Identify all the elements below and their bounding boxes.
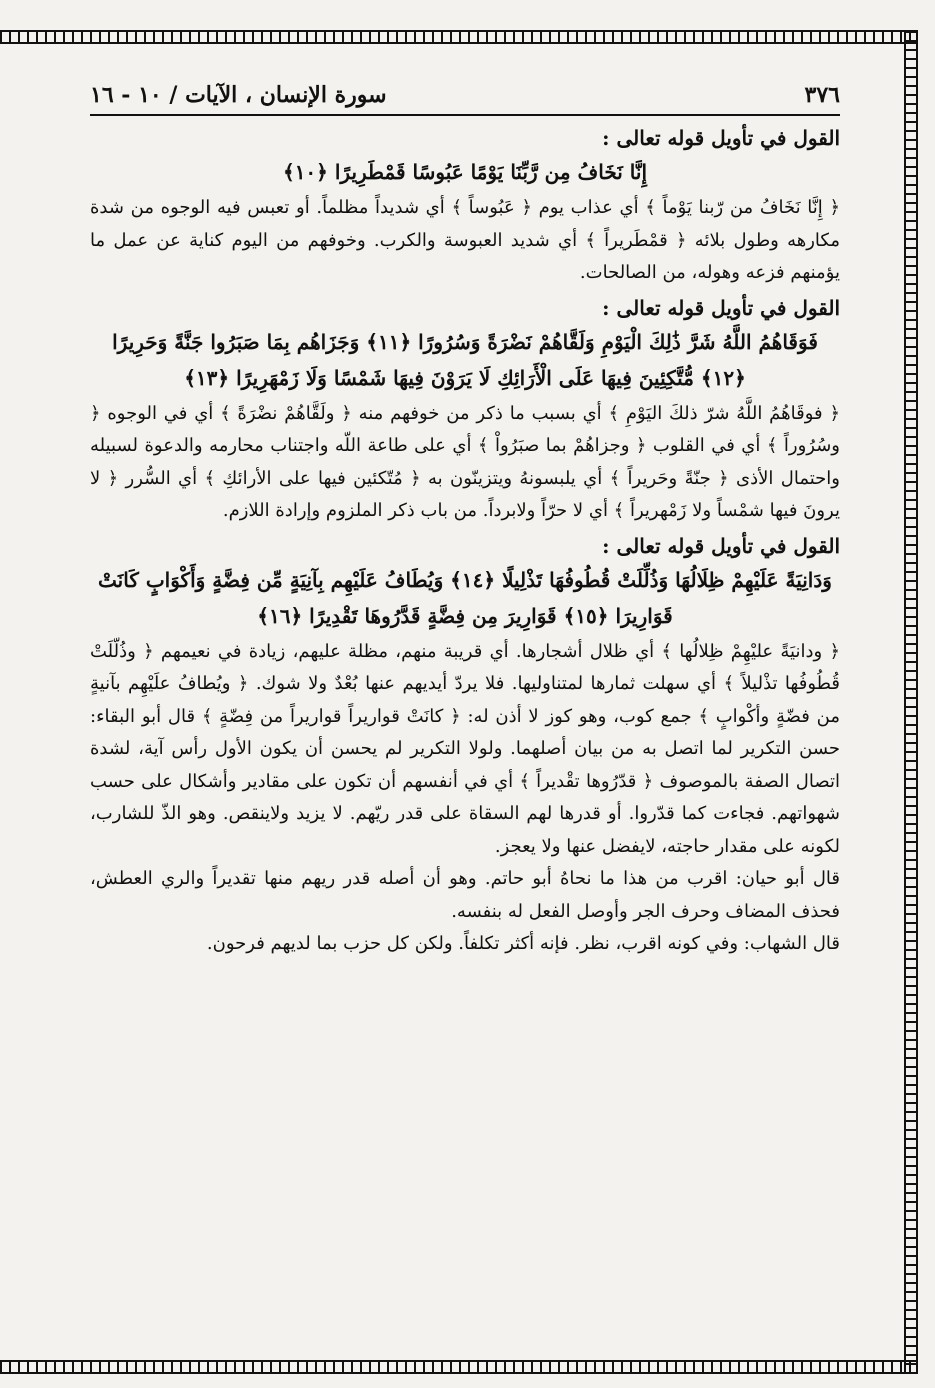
commentary-paragraph: قال أبو حيان: اقرب من هذا ما نحاهُ أبو حاتم. وهو أن أصله قدر ريهم منها تقديراً والري العطش، فحذف المضاف وحرف الجر وأوصل الفعل له بنفسه.	[90, 868, 840, 922]
section-3	[90, 534, 840, 961]
section-heading: القول في تأويل قوله تعالى :	[602, 295, 840, 320]
quran-verse: فَوَقَاهُمُ اللَّهُ شَرَّ ذَٰلِكَ الْيَوْمِ وَلَقَّاهُمْ نَضْرَةً وَسُرُورًا ﴿١١﴾ وَجَزَاهُم بِمَا صَبَرُوا جَنَّةً وَحَرِيرًا ﴿١٢﴾ مُّتَّكِئِينَ فِيهَا عَلَى الْأَرَائِكِ لَا يَرَوْنَ فِيهَا شَمْسًا وَلَا زَمْهَرِيرًا ﴿١٣﴾	[112, 329, 818, 390]
commentary-paragraph: ﴿ فوقَاهُمُ اللَّهُ شرّ ذلكَ اليَوْمِ ﴾ أي بسبب ما ذكر من خوفهم منه ﴿ ولَقَّاهُمْ نضْرَةً ﴾ أي في الوجوه ﴿ وسُرُوراً ﴾ أي في القلوب ﴿ وجزاهُمْ بما صبَرُواْ ﴾ أي على طاعة اللّه واجتناب محارمه والدعوة لسبيله واحتمال الأذى ﴿ جنّةً وحَريراً ﴾ أي يلبسونهُ ويتزينّون به ﴿ مُتّكئين فيها على الأرائكِ ﴾ أي السُّرر ﴿ لا يرونَ فيها شمْساً ولا زَمْهريراً ﴾ أي لا حرّاً ولابرداً. من باب ذكر الملزوم وإرادة اللازم.	[90, 402, 840, 521]
section-1	[90, 126, 840, 290]
page-body	[90, 82, 840, 1354]
running-title: سورة الإنسان ، الآيات / ١٠ - ١٦	[90, 82, 387, 108]
commentary-paragraph: ﴿ ودانيَةً عليْهِمْ ظِلالُها ﴾ أي ظلال أشجارها. أي قريبة منهم، مظلة عليهم، زيادة في نعيمهم ﴿ وذُلّلَتْ قُطُوفُها تذْليلاً ﴾ أي سهلت ثمارها لمتناوليها. فلا يردّ أيديهم عنها بُعْدٌ ولا شوك. ﴿ ويُطافُ علَيْهِم بآنيةٍ من فضّةٍ وأكْوابٍ ﴾ جمع كوب، وهو كوز لا أذن له: ﴿ كانَتْ قواريراً قواريراً من فِضّةٍ ﴾ قال أبو البقاء: حسن التكرير لما اتصل به من بيان أصلهما. ولولا التكرير لم يحسن أن يكون الأول رأس آية، لشدة اتصال الصفة بالموصوف ﴿ قدّرُوها تقْديراً ﴾ أي في أنفسهم أن تكون على مقادير وأشكال على حسب شهواتهم. فجاءت كما قدّروا. أو قدرها لهم السقاة على قدر ريّهم. لا يزيد ولاينقص. وهو الذّ للشارب، لكونه على مقدار حاجته، لايفضل عنها ولا يعجز.	[90, 640, 840, 857]
page-border-right	[904, 30, 918, 1374]
page-number: ٣٧٦	[804, 82, 840, 108]
page-header	[90, 82, 840, 116]
section-heading: القول في تأويل قوله تعالى :	[602, 126, 840, 150]
quran-verse: إِنَّا نَخَافُ مِن رَّبِّنَا يَوْمًا عَبُوسًا قَمْطَرِيرًا ﴿١٠﴾	[282, 160, 648, 184]
section-heading: القول في تأويل قوله تعالى :	[602, 533, 840, 558]
page-border-bottom	[0, 1360, 918, 1374]
section-2	[90, 296, 840, 528]
commentary-paragraph: ﴿ إِنَّا نَخَافُ من رّبنا يَوْماً ﴾ أي عذاب يوم ﴿ عَبُوساً ﴾ أي شديداً مظلماً. أو تعبس فيه الوجوه من شدة مكارهه وطول بلائه ﴿ قمْطَريراً ﴾ أي شديد العبوسة والكرب. وخوفهم من اليوم كناية عن عمل ما يؤمنهم فزعه وهوله، من الصالحات.	[90, 197, 840, 283]
page-border-top	[0, 30, 918, 44]
commentary-paragraph: قال الشهاب: وفي كونه اقرب، نظر. فإنه أكثر تكلفاً. ولكن كل حزب بما لديهم فرحون.	[206, 933, 840, 954]
quran-verse: وَدَانِيَةً عَلَيْهِمْ ظِلَالُهَا وَذُلِّلَتْ قُطُوفُهَا تَذْلِيلًا ﴿١٤﴾ وَيُطَافُ عَلَيْهِم بِآنِيَةٍ مِّن فِضَّةٍ وَأَكْوَابٍ كَانَتْ قَوَارِيرَا ﴿١٥﴾ قَوَارِيرَ مِن فِضَّةٍ قَدَّرُوهَا تَقْدِيرًا ﴿١٦﴾	[98, 567, 832, 628]
